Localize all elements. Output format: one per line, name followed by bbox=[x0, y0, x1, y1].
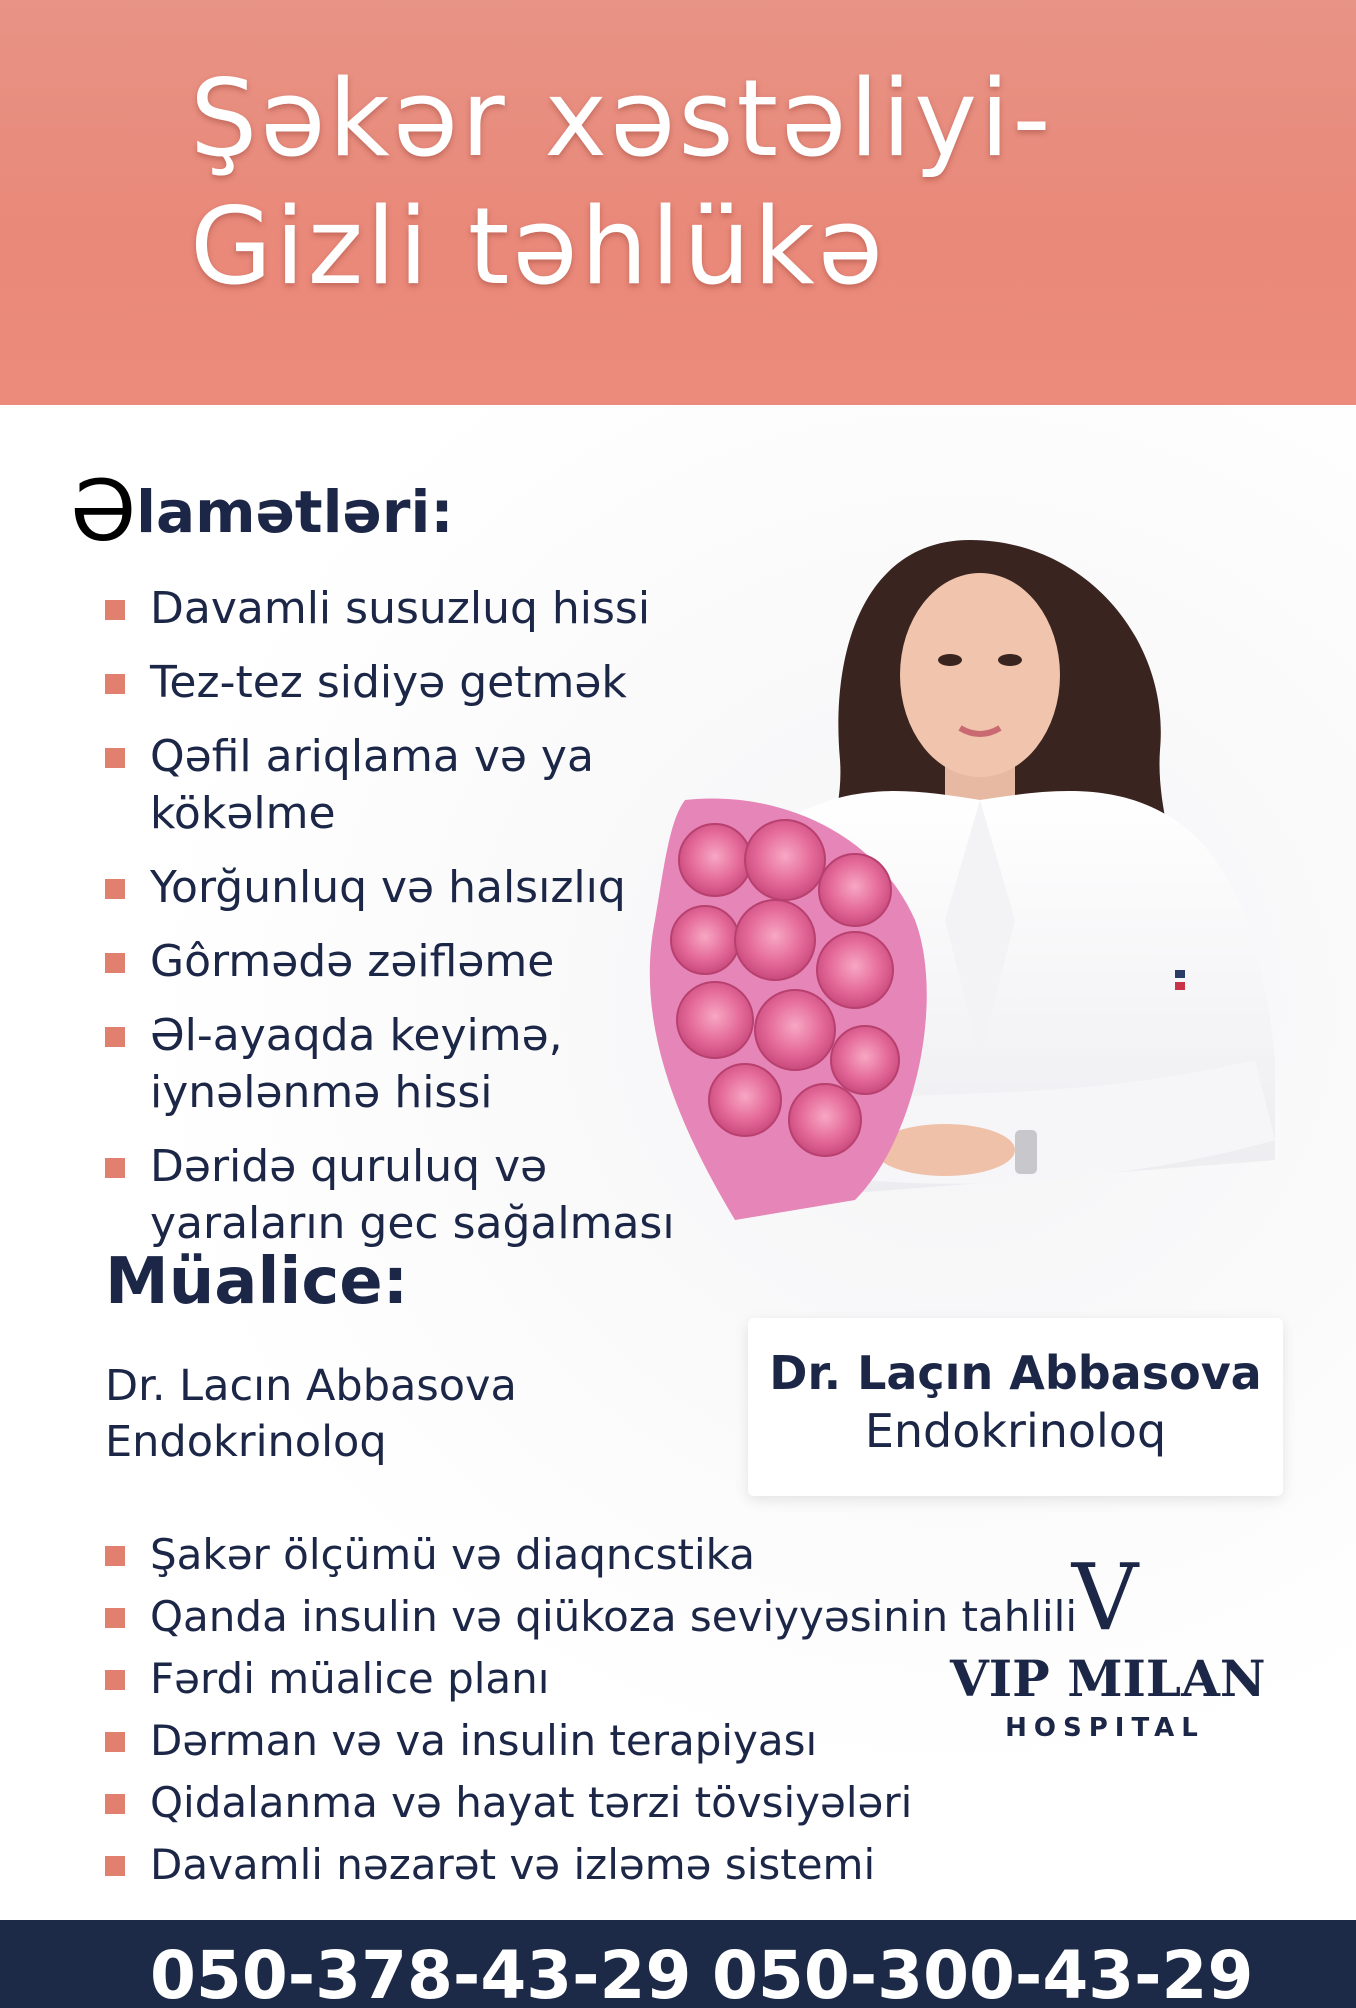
bullet-square-icon bbox=[105, 600, 125, 620]
doctor-name-card bbox=[748, 1318, 1283, 1496]
bullet-square-icon bbox=[105, 953, 125, 973]
doctor-specialty: Endokrinoloq bbox=[105, 1417, 387, 1467]
header-banner bbox=[0, 0, 1356, 405]
logo-brand: VIP MILAN bbox=[950, 1649, 1266, 1708]
doctor-card-specialty: Endokrinoloq bbox=[864, 1404, 1167, 1458]
hospital-logo bbox=[950, 1544, 1266, 1746]
logo-monogram: V bbox=[1071, 1544, 1139, 1651]
symptom-item bbox=[105, 654, 725, 711]
bullet-square-icon bbox=[105, 1856, 125, 1876]
symptoms-list bbox=[105, 580, 725, 1269]
phone-number-1[interactable]: 050-378-43-29 bbox=[150, 1937, 692, 2008]
footer-bar bbox=[0, 1920, 1356, 2008]
treatment-text: Davamli nəzarət və izləmə sistemi bbox=[150, 1840, 876, 1889]
symptoms-heading-rest: lamətləri: bbox=[136, 478, 454, 546]
treatment-item bbox=[105, 1710, 1085, 1772]
treatment-item bbox=[105, 1648, 1085, 1710]
symptom-text: Gôrmədə zəifləme bbox=[150, 936, 555, 987]
bullet-square-icon bbox=[105, 1158, 125, 1178]
page-title bbox=[190, 55, 1340, 311]
doctor-info bbox=[105, 1358, 517, 1470]
treatment-item bbox=[105, 1586, 1085, 1648]
symptom-text: Tez-tez sidiyə getmək bbox=[150, 657, 627, 708]
doctor-name: Dr. Lacın Abbasova bbox=[105, 1361, 517, 1411]
treatment-item bbox=[105, 1834, 1085, 1896]
bullet-square-icon bbox=[105, 1670, 125, 1690]
symptom-item bbox=[105, 580, 725, 637]
treatment-text: Qanda insulin və qiükoza seviyyəsinin tahlili bbox=[150, 1592, 1078, 1641]
symptom-item bbox=[105, 933, 725, 990]
bullet-square-icon bbox=[105, 1546, 125, 1566]
title-line-1: Şəkər xəstəliyi- bbox=[190, 57, 1054, 180]
treatment-text: Şakər ölçümü və diaqncstika bbox=[150, 1530, 755, 1579]
doctor-card-name: Dr. Laçın Abbasova bbox=[769, 1346, 1262, 1400]
symptom-item bbox=[105, 1138, 695, 1252]
treatment-list bbox=[105, 1524, 1085, 1896]
symptom-text: Qəfil ariqlama və ya kökəlme bbox=[150, 731, 594, 839]
symptom-text: Əl-ayaqda keyimə, iynələnmə hissi bbox=[150, 1010, 563, 1118]
phone-number-2[interactable]: 050-300-43-29 bbox=[712, 1937, 1254, 2008]
bullet-square-icon bbox=[105, 1608, 125, 1628]
symptoms-heading bbox=[70, 462, 454, 560]
bullet-square-icon bbox=[105, 879, 125, 899]
logo-subtitle: HOSPITAL bbox=[1005, 1713, 1205, 1743]
symptom-text: Dəridə quruluq və yaraların gec sağalması bbox=[150, 1141, 675, 1249]
symptom-text: Davamli susuzluq hissi bbox=[150, 583, 651, 634]
symptom-text: Yorğunluq və halsızlıq bbox=[150, 862, 626, 913]
symptoms-heading-initial: Ə bbox=[70, 462, 137, 560]
bullet-square-icon bbox=[105, 1794, 125, 1814]
treatment-text: Qidalanma və hayat tərzi tövsiyələri bbox=[150, 1778, 913, 1827]
treatment-heading: Müalice: bbox=[105, 1245, 409, 1319]
title-line-2: Gizli təhlükə bbox=[190, 185, 887, 308]
bullet-square-icon bbox=[105, 1732, 125, 1752]
treatment-text: Fərdi müalice planı bbox=[150, 1654, 550, 1703]
treatment-item bbox=[105, 1524, 1085, 1586]
bullet-square-icon bbox=[105, 1027, 125, 1047]
symptom-item bbox=[105, 859, 725, 916]
treatment-text: Dərman və va insulin terapiyası bbox=[150, 1716, 818, 1765]
doctor-photo bbox=[615, 500, 1356, 1420]
bullet-square-icon bbox=[105, 748, 125, 768]
symptom-item bbox=[105, 728, 725, 842]
treatment-item bbox=[105, 1772, 1085, 1834]
symptom-item bbox=[105, 1007, 625, 1121]
bullet-square-icon bbox=[105, 674, 125, 694]
